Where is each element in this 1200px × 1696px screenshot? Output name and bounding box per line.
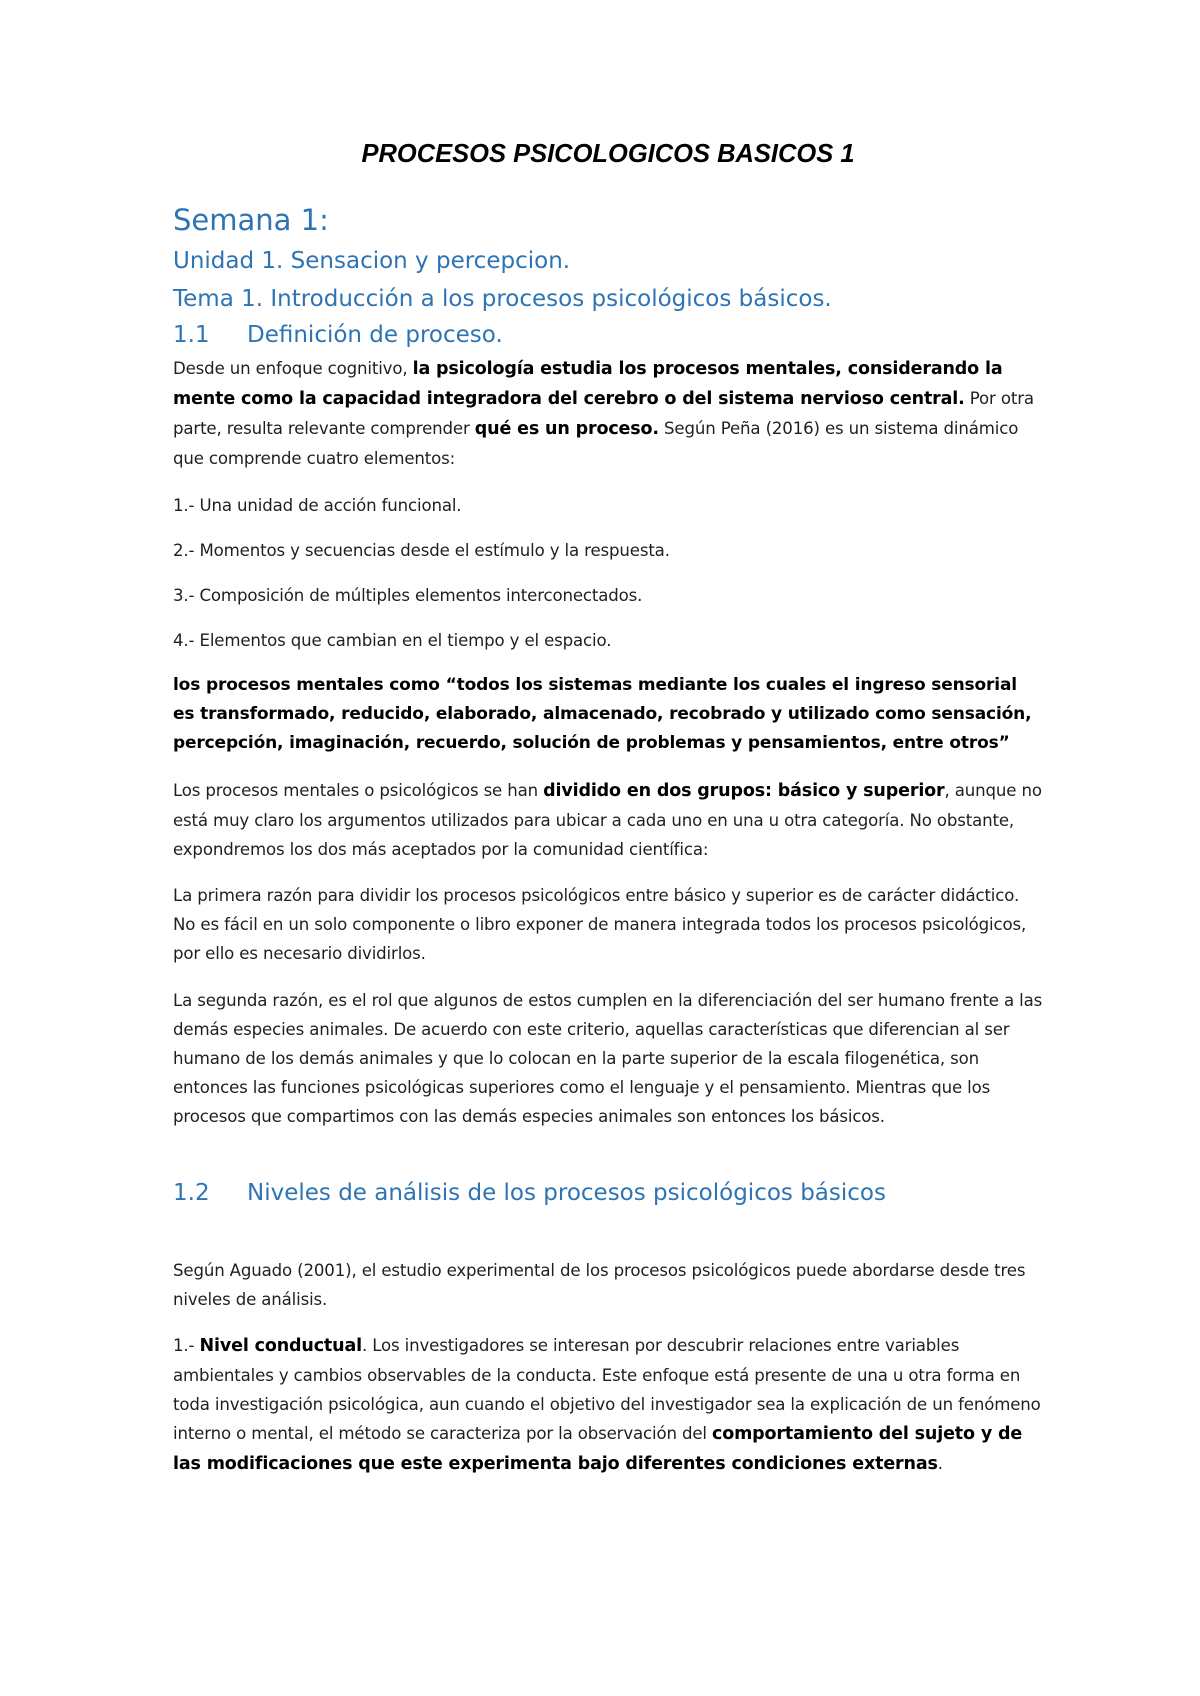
- list-item: 4.- Elementos que cambian en el tiempo y el espacio.: [173, 631, 612, 650]
- unit-heading: Unidad 1. Sensacion y percepcion.: [173, 248, 571, 274]
- section-number: 1.1: [173, 322, 210, 348]
- section-1-2-heading: [173, 1180, 886, 1206]
- text-run: . Los investigadores se interesan por descubrir relaciones entre variables ambientales y cambios observables de la conducta. Este enfoque está presente de una u otra forma en toda investigación psicológica, aun cuando el objetivo del investigador sea la explicación de un fenómeno interno o mental, el método se caracteriza por la observación del: [173, 1336, 1041, 1443]
- paragraph-first-reason: La primera razón para dividir los procesos psicológicos entre básico y superior es de carácter didáctico. No es fácil en un solo componente o libro exponer de manera integrada todos los procesos psicológicos, por ello es necesario dividirlos.: [173, 886, 1027, 963]
- bold-run: qué es un proceso.: [474, 419, 659, 439]
- list-item: 2.- Momentos y secuencias desde el estímulo y la respuesta.: [173, 541, 670, 560]
- bold-run: la psicología estudia los procesos mentales, considerando la mente como la capacidad integradora del cerebro o del sistema nervioso central.: [173, 359, 1003, 409]
- text-run: 1.-: [173, 1336, 200, 1355]
- text-run: Por otra parte, resulta relevante comprender: [173, 389, 1034, 438]
- document-title: PROCESOS PSICOLOGICOS BASICOS 1: [361, 140, 855, 168]
- bold-run: dividido en dos grupos: básico y superior: [543, 781, 945, 801]
- definition-quote: los procesos mentales como “todos los sistemas mediante los cuales el ingreso sensorial es transformado, reducido, elaborado, almacenado, recobrado y utilizado como sensación, percepción, imaginación, recuerdo, solución de problemas y pensamientos, entre otros”: [173, 675, 1032, 753]
- text-run: , aunque no está muy claro los argumentos utilizados para ubicar a cada uno en una u otra categoría. No obstante, expondremos los dos más aceptados por la comunidad científica:: [173, 781, 1042, 859]
- text-run: Según Peña (2016) es un sistema dinámico que comprende cuatro elementos:: [173, 419, 1019, 468]
- text-run: Desde un enfoque cognitivo,: [173, 359, 413, 378]
- topic-heading: Tema 1. Introducción a los procesos psicológicos básicos.: [173, 286, 832, 312]
- paragraph-analysis-levels-intro: Según Aguado (2001), el estudio experimental de los procesos psicológicos puede abordarse desde tres niveles de análisis.: [173, 1261, 1026, 1309]
- paragraph-second-reason: La segunda razón, es el rol que algunos de estos cumplen en la diferenciación del ser humano frente a las demás especies animales. De acuerdo con este criterio, aquellas características que diferencian al ser humano de los demás animales y que lo colocan en la parte superior de la escala filogenética, son entonces las funciones psicológicas superiores como el lenguaje y el pensamiento. Mientras que los procesos que compartimos con las demás especies animales son entonces los básicos.: [173, 991, 1043, 1126]
- paragraph-two-groups: [173, 776, 1043, 864]
- bold-run: Nivel conductual: [199, 1336, 362, 1356]
- list-item: 3.- Composición de múltiples elementos interconectados.: [173, 586, 643, 605]
- section-title: Niveles de análisis de los procesos psicológicos básicos: [247, 1180, 886, 1206]
- paragraph-behavioral-level: [173, 1331, 1043, 1479]
- bold-run: comportamiento del sujeto y de las modificaciones que este experimenta bajo diferentes condiciones externas: [173, 1424, 1023, 1474]
- text-run: Los procesos mentales o psicológicos se han: [173, 781, 544, 800]
- paragraph-process-definition-text: [173, 325, 1043, 473]
- text-run: .: [937, 1454, 943, 1473]
- list-item: 1.- Una unidad de acción funcional.: [173, 496, 462, 515]
- section-title: Definición de proceso.: [247, 322, 503, 348]
- section-number: 1.2: [173, 1180, 210, 1206]
- week-heading: Semana 1:: [173, 203, 329, 237]
